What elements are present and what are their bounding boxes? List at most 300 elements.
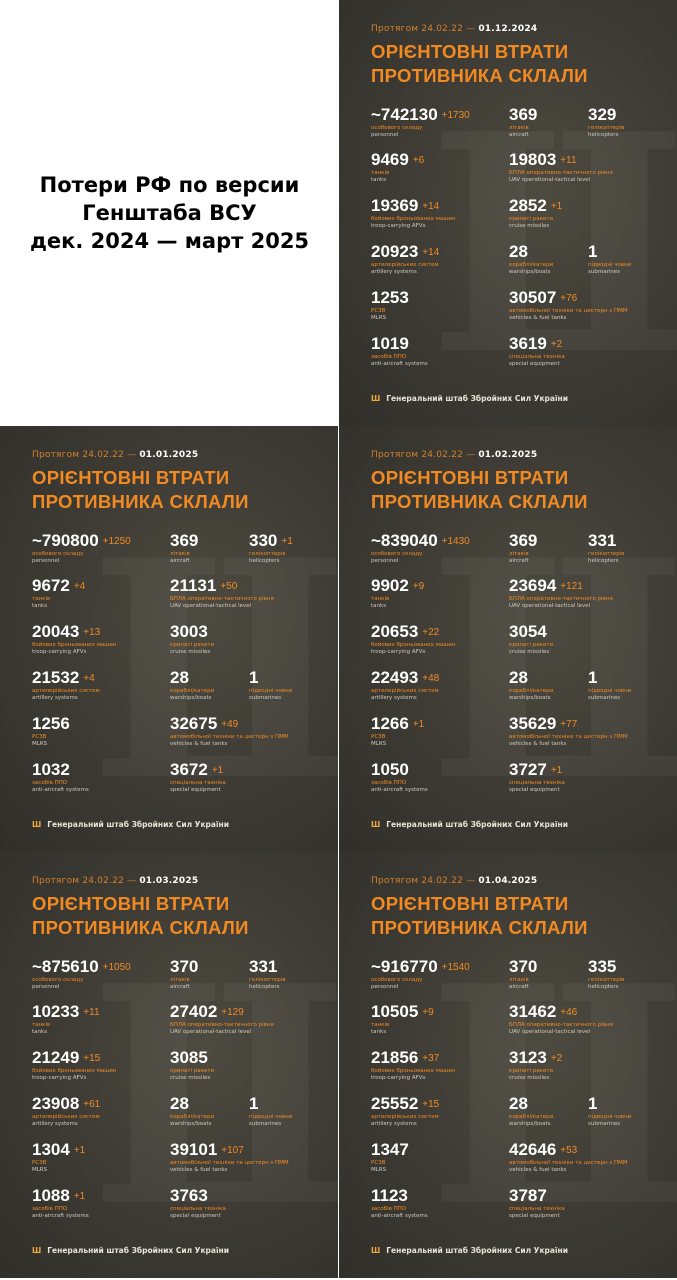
panel-title — [32, 892, 249, 940]
stat-artillery — [32, 668, 100, 702]
stat-helicopters — [588, 957, 624, 991]
stat-label-ua: крилаті ракети — [170, 1068, 215, 1074]
stat-value-line — [509, 150, 613, 169]
stat-label-ua: кораблі/катери — [170, 688, 215, 694]
stat-missiles — [509, 622, 553, 656]
stat-value: 28 — [509, 242, 528, 261]
panel-title — [371, 892, 588, 940]
stat-tanks — [371, 150, 424, 184]
stat-value-line — [32, 531, 131, 550]
stat-label-en: anti-aircraft systems — [32, 787, 89, 793]
stat-label-ua: кораблі/катери — [170, 1114, 215, 1120]
stat-special — [170, 760, 226, 794]
stat-antiair — [371, 760, 428, 794]
stat-value-line — [170, 1140, 289, 1159]
stat-value: 1 — [249, 1094, 259, 1113]
stat-delta: +129 — [221, 1007, 244, 1018]
stat-value-line — [249, 668, 292, 687]
footer-line — [371, 820, 568, 829]
stat-label-en: aircraft — [170, 558, 190, 564]
stat-value-line — [588, 531, 624, 550]
period-from: Протягом 24.02.22 — — [371, 876, 476, 886]
stat-delta: +61 — [83, 1099, 101, 1110]
stat-value: ~875610 — [32, 957, 99, 976]
stat-value-line — [170, 760, 226, 779]
stat-label-ua: танків — [32, 1022, 51, 1028]
stat-label-en: personnel — [371, 132, 399, 138]
stat-label-en: troop-carrying AFVs — [32, 1075, 87, 1081]
period-to: 01.04.2025 — [478, 876, 538, 886]
stat-value-line — [32, 1002, 100, 1021]
stat-vehicles — [170, 714, 289, 748]
stat-label-ua: спеціальна техніка — [509, 780, 565, 786]
stat-label-ua: крилаті ракети — [509, 642, 554, 648]
stat-label-en: troop-carrying AFVs — [371, 649, 426, 655]
stat-label-en: anti-aircraft systems — [371, 1213, 428, 1219]
stat-value-line — [32, 714, 74, 733]
stat-antiair — [371, 334, 428, 368]
stat-missiles — [170, 1048, 214, 1082]
stat-vehicles — [170, 1140, 289, 1174]
stat-label-ua: танків — [371, 170, 390, 176]
panel-title — [32, 466, 249, 514]
stat-value-line — [371, 1140, 413, 1159]
stat-value: 21856 — [371, 1048, 419, 1067]
stat-value: 21532 — [32, 668, 80, 687]
stat-value: 1019 — [371, 334, 409, 353]
stat-label-ua: кораблі/катери — [509, 262, 554, 268]
stat-label-ua: підводні човни — [588, 1114, 632, 1120]
stat-label-ua: підводні човни — [588, 688, 632, 694]
stat-delta: +2 — [550, 1053, 563, 1064]
footer-line — [32, 1246, 229, 1255]
stat-label-ua: спеціальна техніка — [509, 354, 565, 360]
stat-value: 3123 — [509, 1048, 547, 1067]
stat-delta: +1250 — [102, 536, 131, 547]
stat-value-line — [509, 1002, 613, 1021]
stat-special — [509, 760, 565, 794]
stat-value-line — [509, 1048, 562, 1067]
trident-icon: Ш — [371, 1246, 381, 1255]
stat-value-line — [170, 1186, 226, 1205]
stat-value: 28 — [170, 668, 189, 687]
stat-value-line — [32, 668, 100, 687]
stat-delta: +1 — [550, 201, 563, 212]
period-from: Протягом 24.02.22 — — [371, 24, 476, 34]
stat-label-ua: артилерійських систем — [371, 1114, 439, 1120]
stat-label-ua: РСЗВ — [371, 734, 386, 740]
stat-uav — [170, 1002, 274, 1036]
stat-missiles — [509, 196, 562, 230]
title-line-1: ОРІЄНТОВНІ ВТРАТИ — [32, 893, 230, 914]
stat-value-line — [588, 668, 631, 687]
stat-label-ua: особового складу — [371, 551, 423, 557]
stat-afv — [371, 1048, 455, 1082]
stat-value: 25552 — [371, 1094, 419, 1113]
stat-value-line — [32, 1094, 100, 1113]
stat-value: 28 — [509, 1094, 528, 1113]
stat-antiair — [32, 1186, 89, 1220]
stat-mlrs — [32, 714, 74, 748]
stat-value-line — [32, 760, 89, 779]
period-from: Протягом 24.02.22 — — [32, 450, 137, 460]
stat-ships — [509, 242, 553, 276]
stat-afv — [32, 1048, 116, 1082]
stat-value: 1 — [588, 668, 598, 687]
stat-value-line — [509, 668, 553, 687]
stat-value-line — [32, 1048, 116, 1067]
stat-tanks — [32, 1002, 100, 1036]
period-from: Протягом 24.02.22 — — [371, 450, 476, 460]
stat-value-line — [170, 1002, 274, 1021]
stat-value-line — [588, 242, 631, 261]
losses-panel — [339, 426, 677, 852]
title-line-1: ОРІЄНТОВНІ ВТРАТИ — [32, 467, 230, 488]
stat-label-ua: підводні човни — [249, 1114, 293, 1120]
stat-label-en: MLRS — [371, 1167, 387, 1173]
stat-value-line — [32, 622, 116, 641]
stat-submarines — [249, 668, 292, 702]
stat-delta: +9 — [412, 581, 425, 592]
stat-label-ua: РСЗВ — [371, 1160, 386, 1166]
stat-value: 1 — [588, 242, 598, 261]
stat-tanks — [371, 1002, 434, 1036]
stat-delta: +2 — [550, 339, 563, 350]
stat-ships — [509, 1094, 553, 1128]
stat-delta: +22 — [422, 627, 440, 638]
stat-label-ua: підводні човни — [249, 688, 293, 694]
stat-value: 31462 — [509, 1002, 557, 1021]
stat-label-en: special equipment — [170, 787, 221, 793]
stat-value: 9672 — [32, 576, 70, 595]
stat-value: 20043 — [32, 622, 80, 641]
stat-helicopters — [588, 531, 624, 565]
stat-ships — [509, 668, 553, 702]
stat-value-line — [170, 957, 202, 976]
stat-delta: +37 — [422, 1053, 440, 1064]
stat-vehicles — [509, 1140, 628, 1174]
stat-value: 370 — [509, 957, 538, 976]
stat-value: 10505 — [371, 1002, 419, 1021]
stat-value-line — [371, 622, 455, 641]
stat-special — [509, 334, 565, 368]
stat-value: 1266 — [371, 714, 409, 733]
stat-value-line — [371, 334, 428, 353]
stat-label-ua: БПЛА оперативно-тактичного рівня — [509, 1022, 613, 1028]
stat-label-ua: спеціальна техніка — [170, 1206, 226, 1212]
stat-value-line — [371, 1048, 455, 1067]
stat-personnel — [32, 957, 131, 991]
stat-label-en: tanks — [371, 1029, 387, 1035]
stat-delta: +1 — [281, 536, 293, 547]
stat-submarines — [588, 1094, 631, 1128]
stat-missiles — [509, 1048, 562, 1082]
stat-label-ua: підводні човни — [588, 262, 632, 268]
stat-label-ua: гелікоптерів — [249, 977, 286, 983]
stat-label-ua: БПЛА оперативно-тактичного рівня — [509, 170, 613, 176]
stat-mlrs — [32, 1140, 85, 1174]
stat-label-ua: літаків — [170, 977, 190, 983]
stat-label-ua: літаків — [509, 977, 529, 983]
stat-label-en: vehicles & fuel tanks — [170, 741, 228, 747]
stat-delta: +15 — [422, 1099, 440, 1110]
stat-label-ua: бойових броньованих машин — [371, 642, 456, 648]
stat-label-ua: бойових броньованих машин — [32, 1068, 117, 1074]
stat-value: 19803 — [509, 150, 557, 169]
stat-value: 9469 — [371, 150, 409, 169]
stat-label-ua: автомобільної техніки та цистерн з ПММ — [170, 734, 289, 740]
stat-label-ua: літаків — [509, 125, 529, 131]
stat-ships — [170, 668, 214, 702]
stat-value: 370 — [170, 957, 199, 976]
stat-submarines — [588, 668, 631, 702]
stat-value: ~916770 — [371, 957, 438, 976]
stat-value-line — [509, 531, 541, 550]
stat-label-en: tanks — [32, 1029, 48, 1035]
stat-label-ua: крилаті ракети — [509, 1068, 554, 1074]
stat-value-line — [170, 622, 214, 641]
stat-value-line — [371, 531, 470, 550]
stat-delta: +4 — [73, 581, 86, 592]
stat-delta: +1050 — [102, 962, 131, 973]
stat-value: 20923 — [371, 242, 419, 261]
stat-delta: +13 — [83, 627, 101, 638]
title-line-2: ПРОТИВНИКА СКЛАЛИ — [32, 491, 249, 512]
stat-label-en: troop-carrying AFVs — [32, 649, 87, 655]
stat-value: 2852 — [509, 196, 547, 215]
stat-label-ua: кораблі/катери — [509, 688, 554, 694]
stat-label-ua: спеціальна техніка — [509, 1206, 565, 1212]
stat-value: 3727 — [509, 760, 547, 779]
stat-value: 1 — [249, 668, 259, 687]
stat-delta: +14 — [422, 247, 440, 258]
stat-delta: +107 — [221, 1145, 244, 1156]
stat-label-ua: артилерійських систем — [371, 688, 439, 694]
stat-label-ua: БПЛА оперативно-тактичного рівня — [509, 596, 613, 602]
stat-mlrs — [371, 1140, 413, 1174]
stat-special — [509, 1186, 565, 1220]
stat-delta: +76 — [560, 293, 578, 304]
stat-label-ua: крилаті ракети — [509, 216, 554, 222]
stat-value: 19369 — [371, 196, 419, 215]
stat-label-en: vehicles & fuel tanks — [509, 1167, 567, 1173]
stat-label-ua: автомобільної техніки та цистерн з ПММ — [170, 1160, 289, 1166]
stat-label-en: artillery systems — [371, 1121, 417, 1127]
stat-label-en: UAV operational-tactical level — [170, 603, 252, 609]
stat-artillery — [32, 1094, 100, 1128]
stat-value-line — [588, 957, 624, 976]
stat-antiair — [371, 1186, 428, 1220]
trident-icon: Ш — [371, 820, 381, 829]
stat-artillery — [371, 242, 439, 276]
losses-panel — [0, 426, 338, 852]
stat-label-en: MLRS — [32, 741, 48, 747]
stat-submarines — [249, 1094, 292, 1128]
period-line — [32, 450, 198, 460]
title-line-2: ПРОТИВНИКА СКЛАЛИ — [371, 65, 588, 86]
stat-value-line — [32, 1140, 85, 1159]
stat-label-ua: танків — [371, 596, 390, 602]
stat-value: 21249 — [32, 1048, 80, 1067]
stat-delta: +9 — [422, 1007, 434, 1018]
stat-label-ua: РСЗВ — [371, 308, 386, 314]
footer-text: Генеральний штаб Збройних Сил України — [47, 820, 229, 829]
stat-vehicles — [509, 714, 628, 748]
stat-value-line — [371, 576, 424, 595]
stat-label-ua: танків — [371, 1022, 390, 1028]
stat-personnel — [32, 531, 131, 565]
stat-label-en: helicopters — [588, 558, 619, 564]
stat-label-en: artillery systems — [32, 1121, 78, 1127]
title-line-2: ПРОТИВНИКА СКЛАЛИ — [371, 491, 588, 512]
stat-value: 10233 — [32, 1002, 80, 1021]
stat-value: 3054 — [509, 622, 547, 641]
stat-delta: +1 — [412, 719, 425, 730]
stat-value-line — [509, 760, 565, 779]
stat-label-ua: особового складу — [371, 977, 423, 983]
stat-value: 23908 — [32, 1094, 80, 1113]
stat-label-en: aircraft — [509, 132, 529, 138]
stat-label-ua: засобів ППО — [32, 1206, 68, 1212]
stat-value: 30507 — [509, 288, 557, 307]
stat-label-ua: літаків — [509, 551, 529, 557]
stat-label-ua: танків — [32, 596, 51, 602]
stat-label-ua: автомобільної техніки та цистерн з ПММ — [509, 734, 628, 740]
stat-value: 1123 — [371, 1186, 408, 1205]
stat-value: ~790800 — [32, 531, 99, 550]
stat-label-en: helicopters — [588, 984, 619, 990]
stat-label-en: helicopters — [249, 558, 280, 564]
stat-label-ua: гелікоптерів — [249, 551, 286, 557]
stat-label-ua: засобів ППО — [371, 1206, 407, 1212]
stat-label-ua: бойових броньованих машин — [371, 216, 456, 222]
stat-value-line — [509, 576, 613, 595]
stat-delta: +48 — [422, 673, 440, 684]
stat-label-en: personnel — [371, 984, 399, 990]
stat-label-en: anti-aircraft systems — [371, 361, 428, 367]
stat-label-ua: крилаті ракети — [170, 642, 215, 648]
stat-value: 21131 — [170, 576, 217, 595]
stat-delta: +1540 — [441, 962, 470, 973]
period-line — [371, 450, 537, 460]
stat-label-en: helicopters — [588, 132, 619, 138]
stat-value-line — [371, 1094, 439, 1113]
stat-value-line — [371, 242, 439, 261]
stat-label-en: cruise missiles — [509, 649, 550, 655]
stat-delta: +1 — [550, 765, 563, 776]
stat-value-line — [509, 1140, 628, 1159]
stat-label-ua: автомобільної техніки та цистерн з ПММ — [509, 1160, 628, 1166]
stat-label-ua: бойових броньованих машин — [32, 642, 117, 648]
stat-value: 9902 — [371, 576, 409, 595]
stat-value-line — [371, 760, 428, 779]
stat-value: 1304 — [32, 1140, 70, 1159]
stat-value-line — [509, 714, 628, 733]
stat-value-line — [509, 622, 553, 641]
period-line — [371, 876, 537, 886]
stat-label-en: UAV operational-tactical level — [509, 603, 591, 609]
stat-value: 23694 — [509, 576, 557, 595]
stat-delta: +15 — [83, 1053, 101, 1064]
title-line-2: ПРОТИВНИКА СКЛАЛИ — [371, 917, 588, 938]
stat-label-en: UAV operational-tactical level — [170, 1029, 252, 1035]
stat-mlrs — [371, 714, 424, 748]
stat-delta: +6 — [412, 155, 425, 166]
stat-label-ua: артилерійських систем — [32, 1114, 100, 1120]
losses-panel — [0, 852, 338, 1278]
stat-label-ua: гелікоптерів — [588, 125, 625, 131]
stat-label-en: personnel — [32, 984, 60, 990]
period-line — [371, 24, 537, 34]
stat-label-en: warships/boats — [170, 1121, 212, 1127]
stat-delta: +121 — [560, 581, 583, 592]
stat-label-en: special equipment — [509, 1213, 560, 1219]
stat-label-en: artillery systems — [371, 269, 417, 275]
stat-label-en: troop-carrying AFVs — [371, 1075, 426, 1081]
stat-label-en: special equipment — [170, 1213, 221, 1219]
stat-delta: +49 — [221, 719, 239, 730]
stat-delta: +1 — [211, 765, 224, 776]
stat-delta: +11 — [560, 155, 577, 166]
stat-value-line — [170, 668, 214, 687]
stat-label-ua: РСЗВ — [32, 734, 47, 740]
stat-label-ua: літаків — [170, 551, 190, 557]
stat-value: 1253 — [371, 288, 409, 307]
stat-uav — [170, 576, 274, 610]
stat-uav — [509, 1002, 613, 1036]
stat-label-en: helicopters — [249, 984, 280, 990]
stat-label-en: MLRS — [32, 1167, 48, 1173]
panel-title — [371, 466, 588, 514]
stat-value: 28 — [509, 668, 528, 687]
stat-personnel — [371, 531, 470, 565]
stat-helicopters — [588, 105, 624, 139]
stat-value-line — [170, 531, 202, 550]
stat-label-en: artillery systems — [371, 695, 417, 701]
footer-text: Генеральний штаб Збройних Сил України — [386, 820, 568, 829]
stat-label-en: vehicles & fuel tanks — [509, 741, 567, 747]
stat-value-line — [371, 288, 413, 307]
stat-value-line — [509, 105, 541, 124]
stat-value-line — [371, 105, 470, 124]
stat-value-line — [371, 957, 470, 976]
stat-submarines — [588, 242, 631, 276]
stat-label-en: cruise missiles — [170, 1075, 211, 1081]
stat-label-ua: гелікоптерів — [588, 977, 625, 983]
stat-value-line — [509, 288, 628, 307]
stat-label-en: aircraft — [509, 558, 529, 564]
stat-label-en: tanks — [371, 177, 387, 183]
stat-label-en: cruise missiles — [509, 1075, 550, 1081]
stat-aircraft — [509, 531, 541, 565]
stat-label-ua: засобів ППО — [371, 354, 407, 360]
stat-label-en: vehicles & fuel tanks — [170, 1167, 228, 1173]
stat-value-line — [509, 334, 565, 353]
stat-value: 3787 — [509, 1186, 547, 1205]
stat-delta: +53 — [560, 1145, 578, 1156]
stat-label-en: cruise missiles — [170, 649, 211, 655]
stat-value: 3085 — [170, 1048, 208, 1067]
caption-text: Потери РФ по версии Генштаба ВСУ дек. 2024 — март 2025 — [29, 173, 310, 253]
title-line-1: ОРІЄНТОВНІ ВТРАТИ — [371, 41, 569, 62]
stat-tanks — [32, 576, 85, 610]
period-to: 01.12.2024 — [478, 24, 538, 34]
stat-value: 369 — [509, 105, 538, 124]
stat-special — [170, 1186, 226, 1220]
footer-text: Генеральний штаб Збройних Сил України — [47, 1246, 229, 1255]
stat-value-line — [371, 1186, 428, 1205]
stat-value: 28 — [170, 1094, 189, 1113]
